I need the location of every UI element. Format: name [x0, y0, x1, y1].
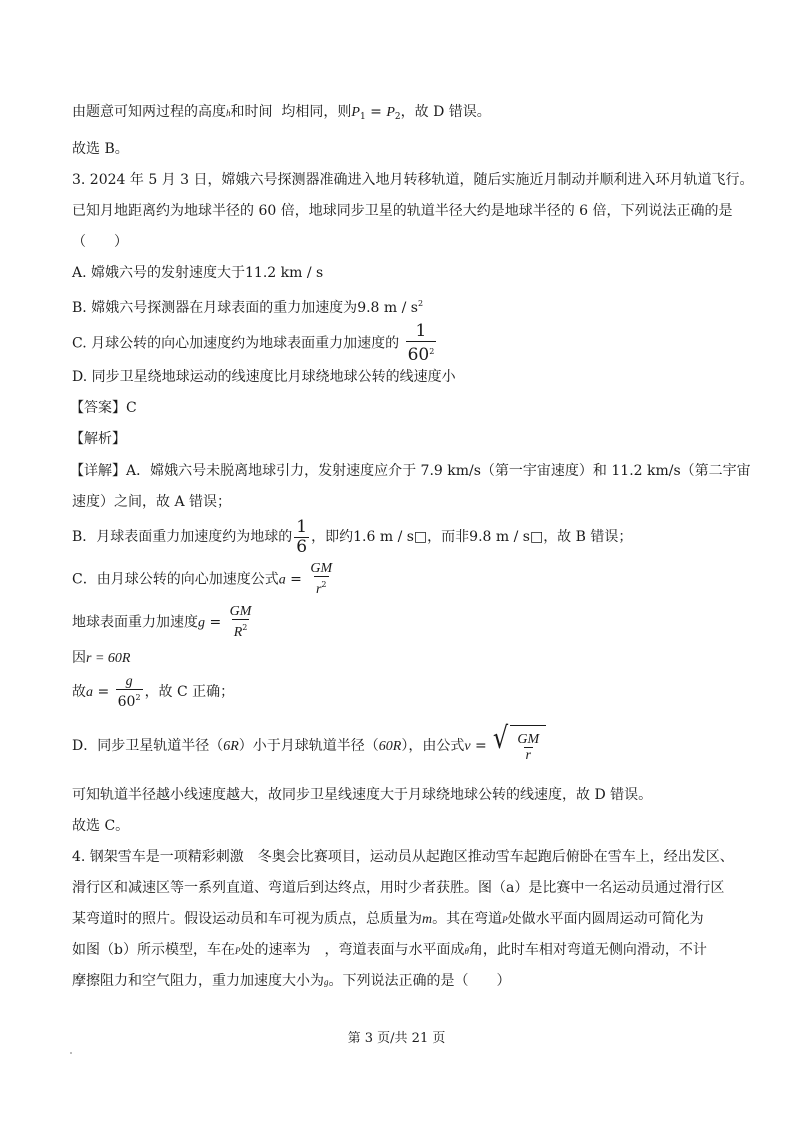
- math-eq: =: [365, 104, 387, 120]
- text: 处的速率为 ，弯道表面与水平面成: [240, 942, 465, 958]
- option-b: [72, 295, 423, 317]
- math-eq: =: [93, 684, 114, 700]
- text: ）小于月球轨道半径（: [238, 738, 379, 754]
- numerator: GM: [229, 604, 252, 619]
- detail-line-2: 速度）之间，故 A 错误；: [72, 494, 232, 510]
- math-value: 1.6 m / s: [353, 529, 414, 545]
- text: 由题意可知两过程的高度: [72, 104, 226, 120]
- math-sup: 2: [429, 347, 435, 356]
- text: A. 嫦娥六号的发射速度大于: [72, 265, 246, 281]
- denominator: 6: [296, 536, 308, 557]
- math-h: h: [226, 108, 231, 118]
- detail-line-1: 【详解】A．嫦娥六号未脱离地球引力，发射速度应介于 7.9 km/s（第一宇宙速度）和 11.2 km/s（第二宇宙: [70, 463, 751, 479]
- math-sup: 2: [242, 623, 248, 632]
- text: ，即约: [311, 529, 354, 545]
- scan-dot: [70, 1052, 72, 1054]
- denominator: [314, 576, 329, 598]
- text: 角，此时车相对弯道无侧向滑动，不计: [468, 942, 707, 958]
- option-a: [72, 264, 323, 282]
- question-4-line-1: 4. 钢架雪车是一项精彩刺激 冬奥会比赛项目，运动员从起跑区推动雪车起跑后俯卧在雪车上，经出发区、: [72, 849, 734, 865]
- text: C．由月球公转的向心加速度公式: [72, 571, 279, 588]
- math-value: 9.8 m / s: [357, 300, 418, 316]
- text: 和时间: [230, 104, 273, 120]
- math-eq: =: [470, 738, 492, 754]
- math-sup: 2: [321, 580, 327, 589]
- den-text: R: [233, 625, 243, 640]
- text: ），由公式: [401, 738, 465, 754]
- numerator: g: [125, 674, 133, 689]
- math-sub: 1: [359, 112, 366, 122]
- detail-g: [72, 604, 255, 642]
- question-3-line-3: （ ）: [72, 234, 128, 250]
- detail-d: [72, 722, 546, 770]
- text: 处做水平面内圆周运动可简化为: [507, 911, 704, 927]
- text: 摩擦阻力和空气阻力，重力加速度大小为: [72, 973, 324, 989]
- question-4-line-2: 滑行区和减速区等一系列直道、弯道后到达终点，用时少者获胜。图（a）是比赛中一名运动员通过滑行区: [72, 880, 725, 896]
- math-p: P: [234, 946, 241, 956]
- question-4-line-3: [72, 910, 704, 929]
- answer-label: 【答案】C: [70, 400, 137, 416]
- math-theta: θ: [464, 946, 469, 956]
- denominator: [406, 341, 437, 365]
- math-g: g: [324, 977, 329, 987]
- math-p: P: [502, 915, 508, 925]
- denominator: r: [525, 748, 531, 763]
- text: ，故 D 错误。: [400, 104, 491, 120]
- text: 均相同，则: [281, 104, 352, 120]
- math-6r: 6R: [223, 739, 239, 754]
- denominator: [232, 619, 250, 641]
- text: C. 月球公转的向心加速度约为地球表面重力加速度的: [72, 335, 400, 352]
- math-v: v: [464, 739, 471, 754]
- option-c: [72, 322, 438, 365]
- math-60r: 60R: [378, 739, 402, 754]
- page-footer: 第 3 页/共 21 页: [347, 1031, 446, 1046]
- missing-glyph: □: [529, 529, 544, 545]
- math-sup: 2: [417, 299, 424, 308]
- detail-b: [72, 517, 632, 557]
- numerator: 1: [296, 516, 308, 537]
- numerator: GM: [310, 561, 333, 576]
- math-g: g: [198, 615, 205, 631]
- question-4-line-5: [72, 972, 511, 991]
- text: 。下列说法正确的是（ ）: [328, 973, 511, 989]
- math-m: m: [422, 912, 433, 927]
- den-text: r: [315, 582, 322, 597]
- fraction: [515, 732, 541, 764]
- fraction: [406, 322, 437, 365]
- math-p1: P: [351, 105, 360, 120]
- math-sub: 2: [394, 112, 401, 122]
- math-expr: r = 60R: [86, 651, 131, 666]
- math-value: 11.2 km / s: [245, 265, 324, 281]
- text-line: 故选 B。: [72, 141, 129, 157]
- detail-c: [72, 561, 336, 599]
- den-text: 60: [117, 694, 136, 710]
- text: 故: [72, 684, 86, 700]
- text: 如图（b）所示模型，车在: [72, 942, 235, 958]
- math-value: 9.8 m / s: [469, 529, 530, 545]
- radical-sign-icon: √: [493, 721, 509, 756]
- question-3-line-1: 3. 2024 年 5 月 3 日，嫦娥六号探测器准确进入地月转移轨道，随后实施近月制动并顺利进入环月轨道飞行。: [72, 172, 754, 188]
- math-eq: =: [205, 614, 226, 631]
- text: ，故 B 错误；: [543, 529, 633, 545]
- numerator: 1: [415, 321, 427, 341]
- math-p2: P: [386, 105, 395, 120]
- text-line: [72, 103, 491, 126]
- text: 地球表面重力加速度: [72, 614, 198, 631]
- text: 因: [72, 650, 86, 666]
- detail-r: [72, 649, 130, 668]
- question-3-line-2: 已知月地距离约为地球半径的 60 倍，地球同步卫星的轨道半径大约是地球半径的 6 倍，下列说法正确的是: [72, 203, 733, 219]
- den-text: 60: [407, 345, 430, 365]
- detail-d-2: 可知轨道半径越小线速度越大，故同步卫星线速度大于月球绕地球公转的线速度，故 D 错误。: [72, 787, 653, 803]
- text: D．同步卫星轨道半径（: [72, 738, 224, 754]
- numerator: GM: [517, 732, 540, 747]
- detail-a: [72, 673, 234, 712]
- fraction: [116, 674, 143, 710]
- analysis-label: 【解析】: [70, 431, 126, 447]
- math-a: a: [86, 685, 93, 700]
- text: B．月球表面重力加速度约为地球的: [72, 529, 293, 545]
- text: 某弯道时的照片。假设运动员和车可视为质点，总质量为: [72, 911, 422, 927]
- missing-glyph: □: [413, 529, 428, 545]
- text: ，故 C 正确；: [144, 684, 235, 700]
- math-a: a: [278, 572, 286, 588]
- radical-body: [510, 725, 546, 770]
- fraction: [294, 518, 309, 557]
- square-root: [491, 722, 546, 770]
- fraction: [308, 561, 334, 598]
- option-d: D. 同步卫星绕地球运动的线速度比月球绕地球公转的线速度小: [72, 369, 456, 385]
- math-eq: =: [285, 571, 307, 588]
- text: 。其在弯道: [432, 911, 503, 927]
- text: ，而非: [427, 529, 470, 545]
- fraction: [228, 604, 254, 641]
- detail-d-3: 故选 C。: [72, 818, 130, 834]
- denominator: [116, 689, 143, 710]
- text: B. 嫦娥六号探测器在月球表面的重力加速度为: [72, 300, 358, 316]
- question-4-line-4: [72, 941, 707, 960]
- math-sup: 2: [135, 693, 141, 702]
